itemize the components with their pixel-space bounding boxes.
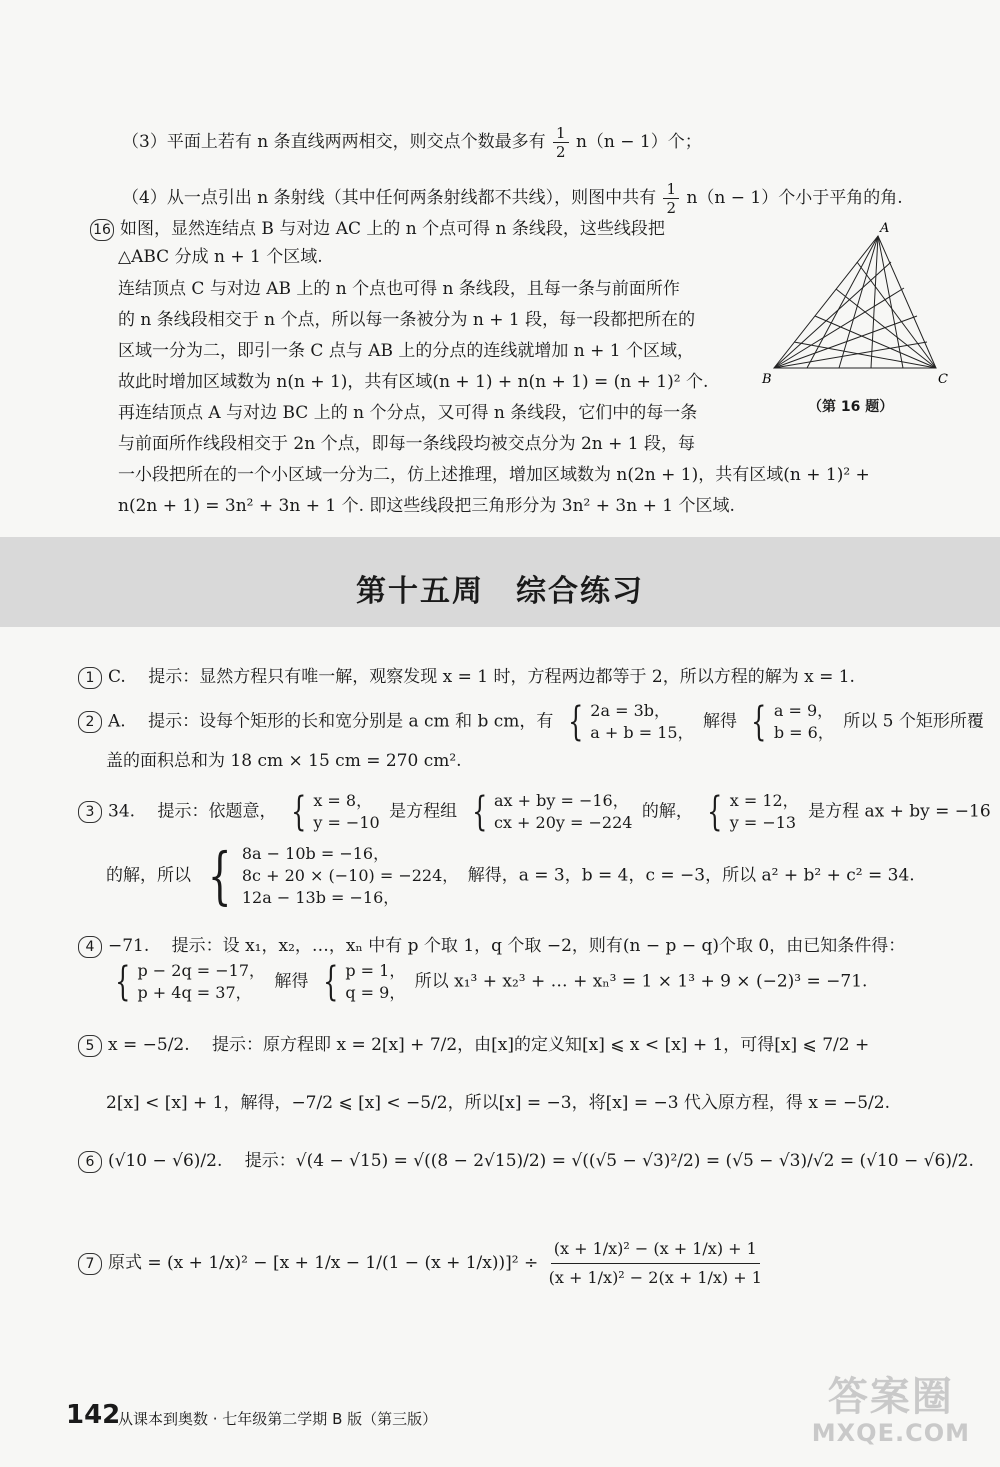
vertex-a-label: A <box>880 221 890 236</box>
fraction: $\frac{\text{(x + 1/x)² − (x + 1/x) + 1}}{\text{(x + 1/x)² − 2(x + 1/x) + 1}}$ <box>546 1235 765 1292</box>
q16-line-6: 故此时增加区域数为 n(n + 1)，共有区域(n + 1) + n(n + 1) = (n + 1)² 个. <box>118 372 709 392</box>
q16-line-1: 16 如图，显然连结点 B 与对边 AC 上的 n 个点可得 n 条线段，这些线段把 <box>90 218 665 241</box>
q16-line-8: 与前面所作线段相交于 2n 个点，即每一条线段均被交点分为 2n + 1 段，每 <box>118 434 696 454</box>
equation-system: { x = 12， y = −13 <box>707 789 799 835</box>
vertex-c-label: C <box>938 372 948 387</box>
answer-3: 3 34. 提示：依题意， { x = 8， y = −10 是方程组 { ax + by = −16， cx + 20y = −224 的解， { x = 12， y = −13 是方程 ax + by = −16 <box>78 790 991 834</box>
q16-line-5: 区域一分为二，即引一条 C 点与 AB 上的分点的连线就增加 n + 1 个区域， <box>118 341 695 361</box>
equation-system: { p − 2q = −17， p + 4q = 37， <box>115 959 266 1005</box>
equation-system: { 8a − 10b = −16， 8c + 20 × (−10) = −224， 12a − 13b = −16， <box>208 839 459 912</box>
watermark: 答案圈 MXQE.COM <box>811 1374 970 1447</box>
book-title: 从课本到奥数 · 七年级第二学期 B 版（第三版） <box>118 1410 438 1428</box>
q16-line-7: 再连结顶点 A 与对边 BC 上的 n 个分点，又可得 n 条线段，它们中的每一条 <box>118 403 698 423</box>
answer-6: 6 (√10 − √6)/2. 提示：√(4 − √15) = √((8 − 2√15)/2) = √((√5 − √3)²/2) = (√5 − √3)/√2 = (√10 − √6)/2. <box>78 1150 974 1173</box>
q16-line-3: 连结顶点 C 与对边 AB 上的 n 个点也可得 n 条线段，且每一条与前面所作 <box>118 279 680 299</box>
page-number: 142 <box>66 1400 121 1430</box>
answer-1: 1 C. 提示：显然方程只有唯一解，观察发现 x = 1 时，方程两边都等于 2，所以方程的解为 x = 1. <box>78 666 855 689</box>
item-4: （4）从一点引出 n 条射线（其中任何两条射线都不共线），则图中共有 $\frac{1}{2}$ n（n − 1）个小于平角的角. <box>122 180 903 217</box>
q16-line-9: 一小段把所在的一个小区域一分为二，仿上述推理，增加区域数为 n(2n + 1)，共有区域(n + 1)² + <box>118 465 870 485</box>
answer-4: 4 −71. 提示：设 x₁，x₂，…，xₙ 中有 p 个取 1，q 个取 −2，则有(n − p − q)个取 0，由已知条件得： <box>78 935 905 958</box>
answer-2-line-2: 盖的面积总和为 18 cm × 15 cm = 270 cm². <box>106 751 462 771</box>
answer-4-line-2: { p − 2q = −17， p + 4q = 37， 解得 { p = 1， q = 9， 所以 x₁³ + x₂³ + … + xₙ³ = 1 × 1³ + 9 × (−2)³ = −71. <box>106 960 867 1004</box>
vertex-b-label: B <box>762 372 772 387</box>
question-number: 4 <box>78 936 102 958</box>
answer-5: 5 x = −5/2. 提示：原方程即 x = 2[x] + 7/2，由[x]的定义知[x] ⩽ x < [x] + 1，可得[x] ⩽ 7/2 + <box>78 1034 869 1057</box>
answer-7: 7 原式 = (x + 1/x)² − [x + 1/x − 1/(1 − (x + 1/x))]² ÷ $\frac{\text{(x + 1/x)² − (x + 1/x) + 1}}{\text{(x + 1/x)² − 2(x + 1/x) + 1}}$ <box>78 1235 767 1292</box>
question-number: 1 <box>78 667 102 689</box>
question-number: 3 <box>78 801 102 823</box>
triangle-lines <box>774 236 936 368</box>
equation-system: { p = 1， q = 9， <box>322 959 406 1005</box>
q16-line-2: △ABC 分成 n + 1 个区域. <box>118 247 323 267</box>
answer-3-line-2: 的解，所以 { 8a − 10b = −16， 8c + 20 × (−10) = −224， 12a − 13b = −16， 解得，a = 3，b = 4，c = −3，所以 a² + b² + c² = 34. <box>106 839 915 912</box>
triangle-figure <box>760 218 960 393</box>
answer-2: 2 A. 提示：设每个矩形的长和宽分别是 a cm 和 b cm，有 { 2a = 3b， a + b = 15， 解得 { a = 9， b = 6， 所以 5 个矩形所覆 <box>78 700 984 744</box>
equation-system: { ax + by = −16， cx + 20y = −224 <box>471 789 633 835</box>
answer-5-line-2: 2[x] < [x] + 1，解得，−7/2 ⩽ [x] < −5/2，所以[x] = −3，将[x] = −3 代入原方程，得 x = −5/2. <box>106 1093 890 1113</box>
q16-line-10: n(2n + 1) = 3n² + 3n + 1 个. 即这些线段把三角形分为 3n² + 3n + 1 个区域. <box>118 496 735 516</box>
equation-system: { a = 9， b = 6， <box>751 699 834 745</box>
section-title: 第十五周 综合练习 <box>356 574 644 609</box>
fraction: $\frac{1}{2}$ <box>553 124 569 161</box>
question-number: 5 <box>78 1035 102 1057</box>
question-number: 2 <box>78 711 102 733</box>
question-number: 7 <box>78 1253 102 1275</box>
q16-line-4: 的 n 条线段相交于 n 个点，所以每一条被分为 n + 1 段，每一段都把所在的 <box>118 310 696 330</box>
fraction: $\frac{1}{2}$ <box>663 180 679 217</box>
item-3: （3）平面上若有 n 条直线两两相交，则交点个数最多有 $\frac{1}{2}$ n（n − 1）个； <box>122 124 702 161</box>
question-number: 16 <box>90 219 114 241</box>
equation-system: { x = 8， y = −10 <box>290 789 380 835</box>
figure-caption: （第 16 题） <box>808 399 894 415</box>
equation-system: { 2a = 3b， a + b = 15， <box>567 699 694 745</box>
question-number: 6 <box>78 1151 102 1173</box>
